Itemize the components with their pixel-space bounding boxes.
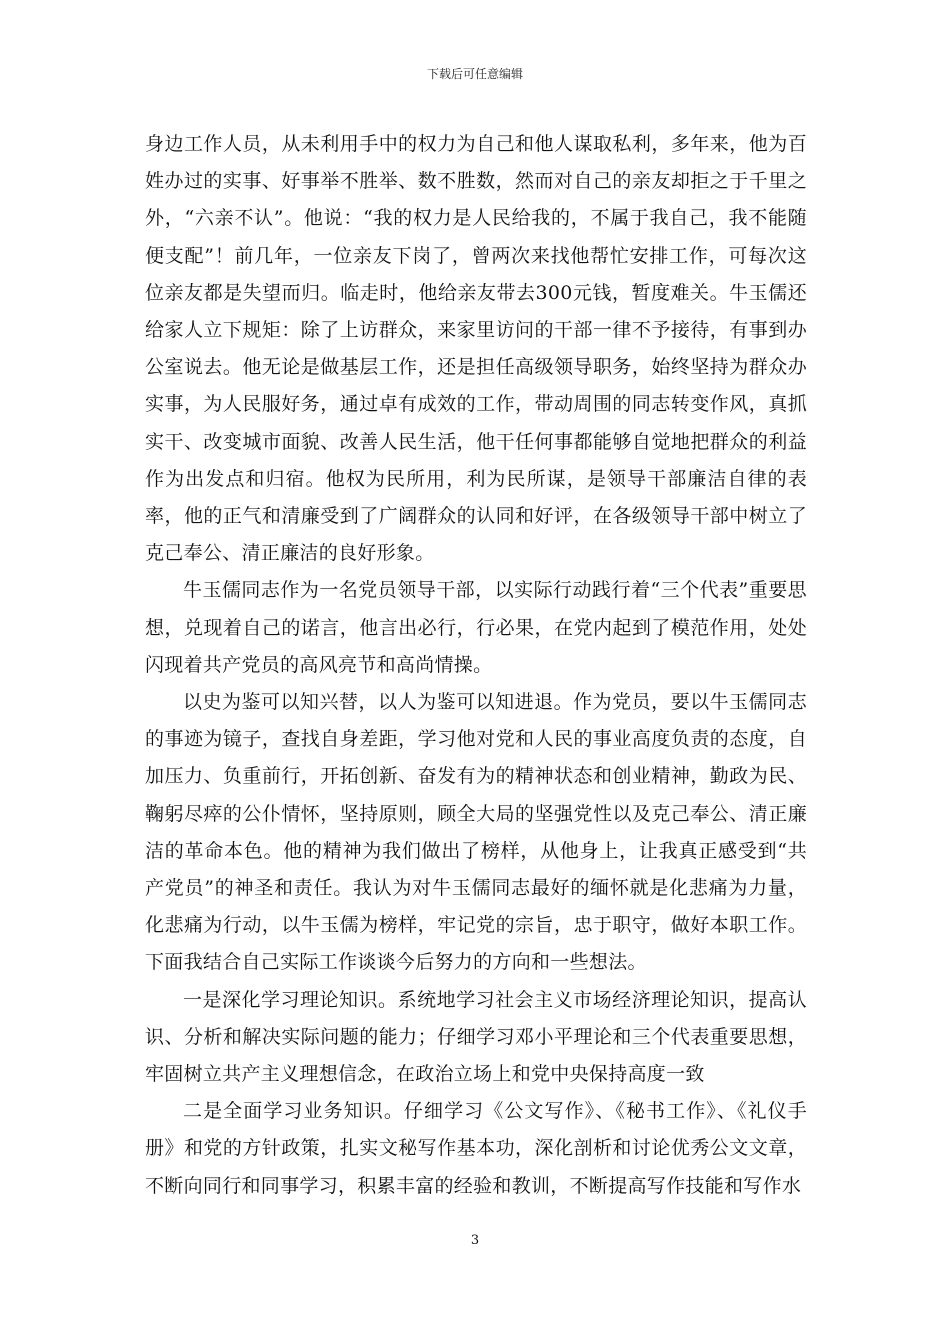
paragraph: 二是全面学习业务知识。仔细学习《公文写作》、《秘书工作》、《礼仪手册》和党的方针政策，扎实文秘写作基本功，深化剖析和讨论优秀公文文章，不断向同行和同事学习，积累丰富的经验和教训，不断提高写作技能和写作水 bbox=[145, 1100, 807, 1197]
paragraph: 身边工作人员，从未利用手中的权力为自己和他人谋取私利，多年来，他为百姓办过的实事、好事举不胜举、数不胜数，然而对自己的亲友却拒之于千里之外，“六亲不认”。他说：“我的权力是人民给我的，不属于我自己，我不能随便支配”！前几年，一位亲友下岗了，曾两次来找他帮忙安排工作，可每次这位亲友都是失望而归。临走时，他给亲友带去300元钱，暂度难关。牛玉儒还给家人立下规矩：除了上访群众，来家里访问的干部一律不予接待，有事到办公室说去。他无论是做基层工作，还是担任高级领导职务，始终坚持为群众办实事，为人民服好务，通过卓有成效的工作，带动周围的同志转变作风，真抓实干、改变城市面貌、改善人民生活，他干任何事都能够自觉地把群众的利益作为出发点和归宿。他权为民所用，利为民所谋，是领导干部廉洁自律的表率，他的正气和清廉受到了广阔群众的认同和好评，在各级领导干部中树立了克己奉公、清正廉洁的良好形象。 bbox=[145, 133, 807, 565]
page-header: 下载后可任意编辑 bbox=[426, 67, 523, 81]
paragraph: 一是深化学习理论知识。系统地学习社会主义市场经济理论知识，提高认识、分析和解决实际问题的能力；仔细学习邓小平理论和三个代表重要思想，牢固树立共产主义理想信念，在政治立场上和党中央保持高度一致 bbox=[145, 988, 807, 1086]
page-number: 3 bbox=[470, 1233, 480, 1248]
paragraph: 牛玉儒同志作为一名党员领导干部，以实际行动践行着“三个代表”重要思想，兑现着自己的诺言，他言出必行，行必果，在党内起到了模范作用，处处闪现着共产党员的高风亮节和高尚情操。 bbox=[145, 579, 807, 676]
paragraph: 以史为鉴可以知兴替，以人为鉴可以知进退。作为党员，要以牛玉儒同志的事迹为镜子，查找自身差距，学习他对党和人民的事业高度负责的态度，自加压力、负重前行，开拓创新、奋发有为的精神状态和创业精神，勤政为民、鞠躬尽瘁的公仆情怀，坚持原则，顾全大局的坚强党性以及克己奉公、清正廉洁的革命本色。他的精神为我们做出了榜样，从他身上，让我真正感受到“共产党员”的神圣和责任。我认为对牛玉儒同志最好的缅怀就是化悲痛为力量，化悲痛为行动，以牛玉儒为榜样，牢记党的宗旨，忠于职守，做好本职工作。下面我结合自己实际工作谈谈今后努力的方向和一些想法。 bbox=[145, 691, 807, 974]
document-body bbox=[145, 126, 807, 1205]
